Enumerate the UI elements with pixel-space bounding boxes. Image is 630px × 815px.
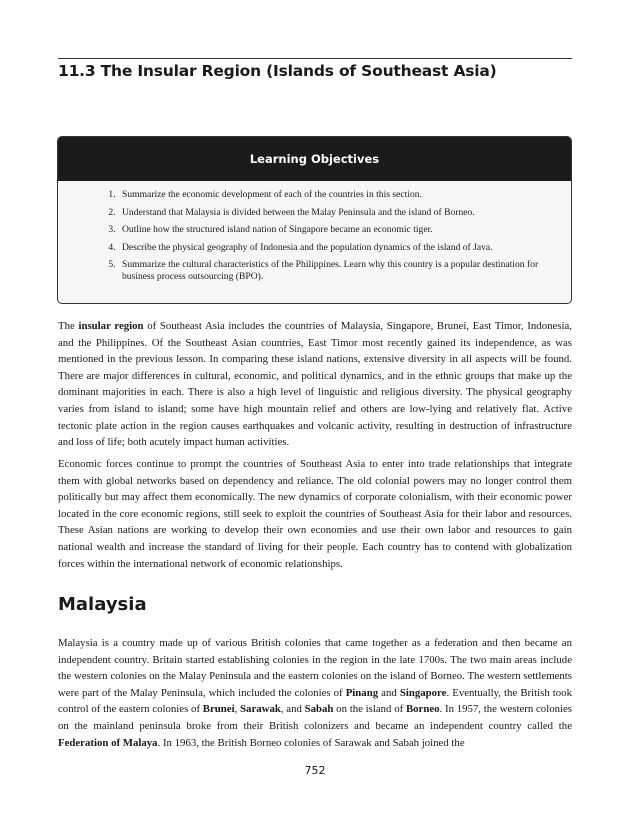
objective-item: 1. Summarize the economic development of each of the countries in this section. [118, 189, 549, 201]
text-run: . Eventually, the British took control of the eastern colonies of [58, 686, 572, 716]
objective-item: 3. Outline how the structured island nation of Singapore became an economic tiger. [118, 224, 549, 236]
objective-item: 4. Describe the physical geography of Indonesia and the population dynamics of the island of Java. [118, 242, 549, 254]
text-run: Malaysia is a country made up of various British colonies that came together as a federation and then became an independent country. Britain started establishing colonies in the region in the late 1700s. The two main areas include the western colonies on the Malay Peninsula and the eastern colonies on the island of Borneo. The western settlements were part of the Malay Peninsula, which included the colonies of [58, 637, 572, 699]
text-run: The [58, 320, 79, 332]
text-run: of Southeast Asia includes the countries of Malaysia, Singapore, Brunei, East Timor, Indonesia, and the Philippines. Of the Southeast Asian countries, East Timor most recently gained its independence, as was mentioned in the previous lesson. In comparing these island nations, extensive diversity in all aspects will be found. There are major differences in cultural, economic, and political dynamics, and in the ethnic groups that make up the dominant majorities in each. There is also a high level of linguistic and religious diversity. The physical geography varies from island to island; some have high mountain relief and others are low-lying and relatively flat. Active tectonic plate action in the region causes earthquakes and volcanic activity, resulting in destruction of infrastructure and loss of life; both acutely impact human activities. [58, 320, 572, 449]
term-brunei: Brunei [202, 703, 235, 716]
text-run: , and [280, 703, 305, 716]
economic-forces-paragraph: Economic forces continue to prompt the countries of Southeast Asia to enter into trade relationships that integrate them with global networks based on dependency and reliance. The old colonial powers may no longer control them politically but may affect them economically. The new dynamics of corporate colonialism, with their economic power located in the core economic regions, still seek to exploit the countries of Southeast Asia for their labor and resources. These Asian nations are working to develop their own economies and use their own labor and resources to gain national wealth and increase the standard of living for their people. Each country has to contend with globalization forces within the international network of economic relationships. [58, 458, 572, 570]
page-number: 752 [304, 764, 326, 777]
text-run: , [234, 703, 241, 716]
objective-item: 2. Understand that Malaysia is divided between the Malay Peninsula and the island of Borneo. [118, 207, 549, 219]
term-insular-region: insular region [78, 320, 144, 332]
text-run: . In 1963, the British Borneo colonies of Sarawak and Sabah joined the [157, 736, 465, 749]
term-singapore: Singapore [399, 686, 447, 699]
term-federation-of-malaya: Federation of Malaya [58, 736, 158, 749]
learning-objectives-box [57, 136, 572, 304]
term-pinang: Pinang [345, 686, 379, 699]
malaysia-heading: Malaysia [58, 594, 147, 615]
malaysia-paragraph [58, 635, 572, 751]
learning-objectives-title: Learning Objectives [58, 137, 571, 181]
intro-paragraph [58, 318, 572, 451]
term-borneo: Borneo [405, 703, 440, 716]
top-rule [58, 58, 572, 59]
text-run: on the island of [333, 703, 406, 716]
section-title: 11.3 The Insular Region (Islands of Southeast Asia) [58, 62, 497, 80]
text-run: . In 1957, the western colonies on the mainland peninsula broke from their British colonizers and became an independent country called the [58, 703, 572, 732]
text-run: and [378, 686, 400, 699]
term-sabah: Sabah [304, 703, 334, 716]
term-sarawak: Sarawak [240, 703, 281, 716]
learning-objectives-list [58, 181, 571, 283]
objective-item: 5. Summarize the cultural characteristics of the Philippines. Learn why this country is a popular destination for business process outsourcing (BPO). [118, 259, 549, 283]
